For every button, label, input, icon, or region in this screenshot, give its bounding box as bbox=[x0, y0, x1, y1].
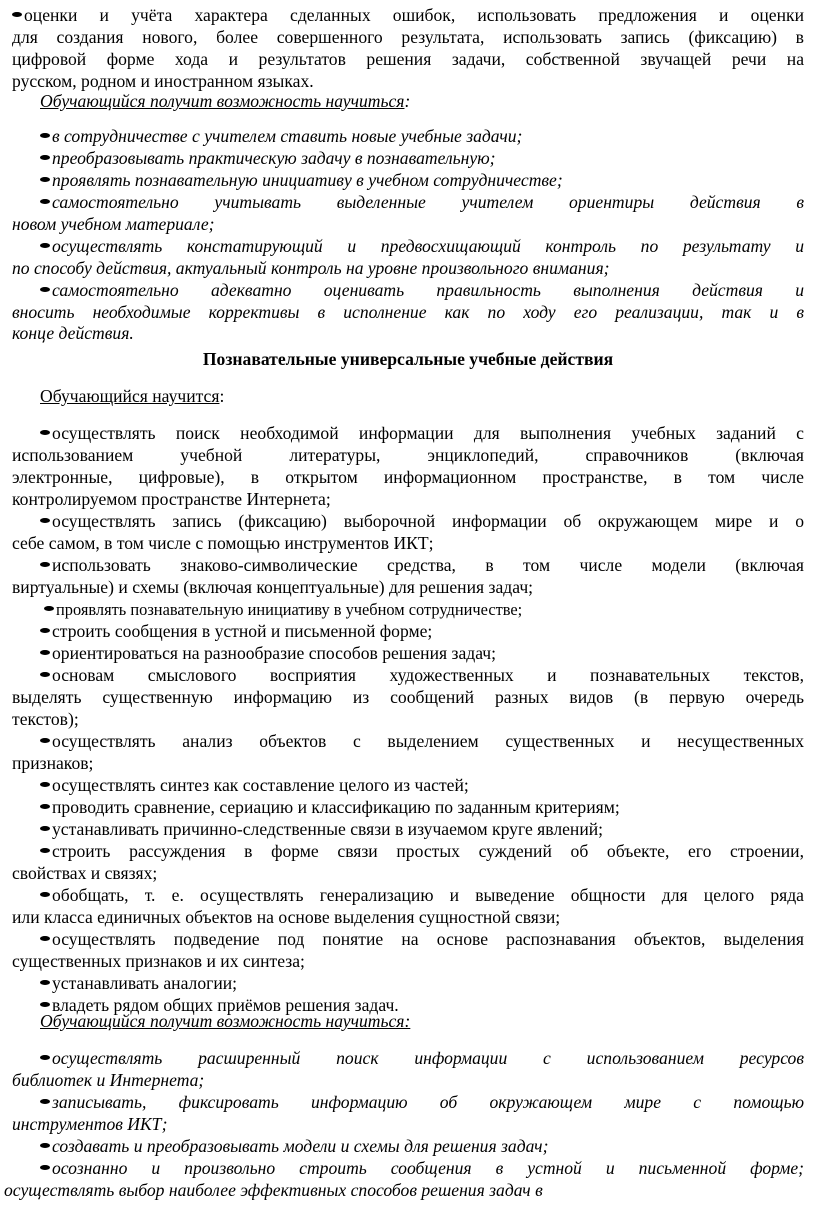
line-text: владеть рядом общих приёмов решения задач. bbox=[52, 995, 399, 1015]
bullet-icon bbox=[40, 177, 50, 182]
text-line bbox=[12, 862, 804, 884]
line-text: цифровой форме хода и результатов решения задачи, собственной звучащей речи на bbox=[12, 49, 804, 69]
text-line bbox=[12, 1113, 804, 1135]
bullet-icon bbox=[40, 936, 50, 941]
text-line bbox=[12, 26, 804, 48]
text-line bbox=[40, 840, 804, 862]
text-line bbox=[12, 348, 804, 370]
text-line bbox=[40, 884, 804, 906]
line-text: свойствах и связях; bbox=[12, 863, 158, 883]
bullet-icon bbox=[40, 892, 50, 897]
bullet-icon bbox=[40, 826, 50, 831]
text-line bbox=[40, 147, 804, 169]
bullet-icon bbox=[40, 782, 50, 787]
bullet-icon bbox=[40, 1099, 50, 1104]
text-line bbox=[40, 664, 804, 686]
line-text: вносить необходимые коррективы в исполнение как по ходу его реализации, так и в bbox=[12, 302, 804, 322]
text-line bbox=[12, 322, 804, 344]
line-text: проявлять познавательную инициативу в учебном сотрудничестве; bbox=[56, 600, 523, 619]
bullet-icon bbox=[40, 628, 50, 633]
bullet-icon bbox=[40, 287, 50, 292]
text-line bbox=[12, 532, 804, 554]
text-line bbox=[12, 752, 804, 774]
text-line bbox=[12, 444, 804, 466]
bullet-icon bbox=[40, 243, 50, 248]
line-text: электронные, цифровые), в открытом информационном пространстве, в том числе bbox=[12, 467, 804, 487]
text-line bbox=[40, 620, 804, 642]
line-text: осуществлять запись (фиксацию) выборочной информации об окружающем мире и о bbox=[52, 511, 804, 531]
text-line bbox=[40, 90, 804, 112]
text-line bbox=[40, 235, 804, 257]
text-line bbox=[40, 928, 804, 950]
line-text: использованием учебной литературы, энциклопедий, справочников (включая bbox=[12, 445, 804, 465]
text-line bbox=[12, 70, 804, 92]
bullet-icon bbox=[40, 848, 50, 853]
line-text: Обучающийся получит возможность научиться: bbox=[40, 1011, 411, 1031]
line-text: основам смыслового восприятия художественных и познавательных текстов, bbox=[52, 665, 804, 685]
text-line bbox=[12, 466, 804, 488]
text-line bbox=[12, 213, 804, 235]
bullet-icon bbox=[40, 672, 50, 677]
text-line bbox=[40, 972, 804, 994]
line-text: осуществлять констатирующий и предвосхищающий контроль по результату и bbox=[52, 236, 804, 256]
text-line bbox=[40, 730, 804, 752]
bullet-icon bbox=[40, 562, 50, 567]
bullet-icon bbox=[40, 650, 50, 655]
line-suffix: : bbox=[219, 386, 225, 406]
line-text: по способу действия, актуальный контроль на уровне произвольного внимания; bbox=[12, 258, 610, 278]
line-text: самостоятельно учитывать выделенные учителем ориентиры действия в bbox=[52, 192, 804, 212]
line-text: виртуальные) и схемы (включая концептуальные) для решения задач; bbox=[12, 577, 534, 597]
text-line bbox=[40, 796, 804, 818]
line-text: осуществлять подведение под понятие на основе распознавания объектов, выделения bbox=[52, 929, 804, 949]
text-line bbox=[40, 554, 804, 576]
text-line bbox=[12, 906, 804, 928]
line-text: в сотрудничестве с учителем ставить новые учебные задачи; bbox=[52, 126, 523, 146]
line-text: инструментов ИКТ; bbox=[12, 1114, 168, 1134]
text-line bbox=[12, 708, 804, 730]
text-line bbox=[40, 1157, 804, 1179]
line-text: записывать, фиксировать информацию об окружающем мире с помощью bbox=[52, 1092, 804, 1112]
line-text: контролируемом пространстве Интернета; bbox=[12, 489, 331, 509]
line-text: использовать знаково-символические средства, в том числе модели (включая bbox=[52, 555, 804, 575]
line-text: создавать и преобразовывать модели и схемы для решения задач; bbox=[52, 1136, 549, 1156]
text-line bbox=[12, 576, 804, 598]
text-line bbox=[40, 818, 804, 840]
text-line bbox=[40, 279, 804, 301]
line-text: существенных признаков и их синтеза; bbox=[12, 951, 305, 971]
bullet-icon bbox=[40, 133, 50, 138]
line-text: русском, родном и иностранном языках. bbox=[12, 71, 314, 91]
text-line bbox=[40, 774, 804, 796]
bullet-icon bbox=[12, 12, 22, 17]
line-text: осуществлять выбор наиболее эффективных способов решения задач в bbox=[4, 1180, 543, 1200]
text-line bbox=[44, 598, 804, 621]
text-line bbox=[40, 1091, 804, 1113]
line-text: устанавливать причинно-следственные связи в изучаемом круге явлений; bbox=[52, 819, 604, 839]
line-text: Обучающийся получит возможность научиться bbox=[40, 91, 405, 111]
text-line bbox=[12, 48, 804, 70]
bullet-icon bbox=[40, 1055, 50, 1060]
line-text: осуществлять анализ объектов с выделением существенных и несущественных bbox=[52, 731, 804, 751]
line-text: новом учебном материале; bbox=[12, 214, 215, 234]
line-text: Обучающийся научится bbox=[40, 386, 220, 406]
text-line bbox=[40, 1135, 804, 1157]
line-text: признаков; bbox=[12, 753, 94, 773]
line-text: проявлять познавательную инициативу в учебном сотрудничестве; bbox=[52, 170, 563, 190]
bullet-icon bbox=[40, 518, 50, 523]
line-text: или класса единичных объектов на основе выделения сущностной связи; bbox=[12, 907, 561, 927]
text-line bbox=[40, 191, 804, 213]
line-text: проводить сравнение, сериацию и классификацию по заданным критериям; bbox=[52, 797, 620, 817]
line-text: осуществлять расширенный поиск информации с использованием ресурсов bbox=[52, 1048, 804, 1068]
line-text: строить рассуждения в форме связи простых суждений об объекте, его строении, bbox=[52, 841, 804, 861]
bullet-icon bbox=[40, 738, 50, 743]
line-text: обобщать, т. е. осуществлять генерализацию и выведение общности для целого ряда bbox=[52, 885, 804, 905]
text-line bbox=[12, 1069, 804, 1091]
text-line bbox=[12, 950, 804, 972]
text-line bbox=[12, 4, 804, 26]
bullet-icon bbox=[40, 804, 50, 809]
text-line bbox=[12, 488, 804, 510]
bullet-icon bbox=[40, 1143, 50, 1148]
text-line bbox=[40, 1047, 804, 1069]
bullet-icon bbox=[40, 980, 50, 985]
text-line bbox=[40, 642, 804, 664]
line-text: себе самом, в том числе с помощью инструментов ИКТ; bbox=[12, 533, 434, 553]
text-line bbox=[40, 385, 804, 407]
line-text: оценки и учёта характера сделанных ошибок, использовать предложения и оценки bbox=[24, 5, 804, 25]
text-line bbox=[4, 1179, 804, 1201]
line-text: конце действия. bbox=[12, 323, 134, 343]
bullet-icon bbox=[40, 155, 50, 160]
line-suffix: : bbox=[404, 91, 411, 111]
bullet-icon bbox=[40, 1002, 50, 1007]
bullet-icon bbox=[40, 1165, 50, 1170]
line-text: преобразовывать практическую задачу в познавательную; bbox=[52, 148, 496, 168]
text-line bbox=[12, 257, 804, 279]
bullet-icon bbox=[40, 430, 50, 435]
text-line bbox=[12, 301, 804, 323]
line-text: осознанно и произвольно строить сообщения в устной и письменной форме; bbox=[52, 1158, 804, 1178]
line-text: устанавливать аналогии; bbox=[52, 973, 238, 993]
line-text: текстов); bbox=[12, 709, 79, 729]
line-text: строить сообщения в устной и письменной форме; bbox=[52, 621, 433, 641]
text-line bbox=[40, 125, 804, 147]
line-text: ориентироваться на разнообразие способов решения задач; bbox=[52, 643, 497, 663]
text-line bbox=[12, 686, 804, 708]
line-text: осуществлять синтез как составление целого из частей; bbox=[52, 775, 469, 795]
line-text: библиотек и Интернета; bbox=[12, 1070, 205, 1090]
line-text: самостоятельно адекватно оценивать правильность выполнения действия и bbox=[52, 280, 804, 300]
bullet-icon bbox=[44, 606, 54, 611]
line-text: осуществлять поиск необходимой информации для выполнения учебных заданий с bbox=[52, 423, 804, 443]
text-line bbox=[40, 422, 804, 444]
text-line bbox=[40, 169, 804, 191]
line-text: для создания нового, более совершенного результата, использовать запись (фиксацию) в bbox=[12, 27, 804, 47]
bullet-icon bbox=[40, 199, 50, 204]
line-text: Познавательные универсальные учебные действия bbox=[202, 349, 614, 369]
line-text: выделять существенную информацию из сообщений разных видов (в первую очередь bbox=[12, 687, 804, 707]
text-line bbox=[40, 1010, 804, 1032]
text-line bbox=[40, 510, 804, 532]
